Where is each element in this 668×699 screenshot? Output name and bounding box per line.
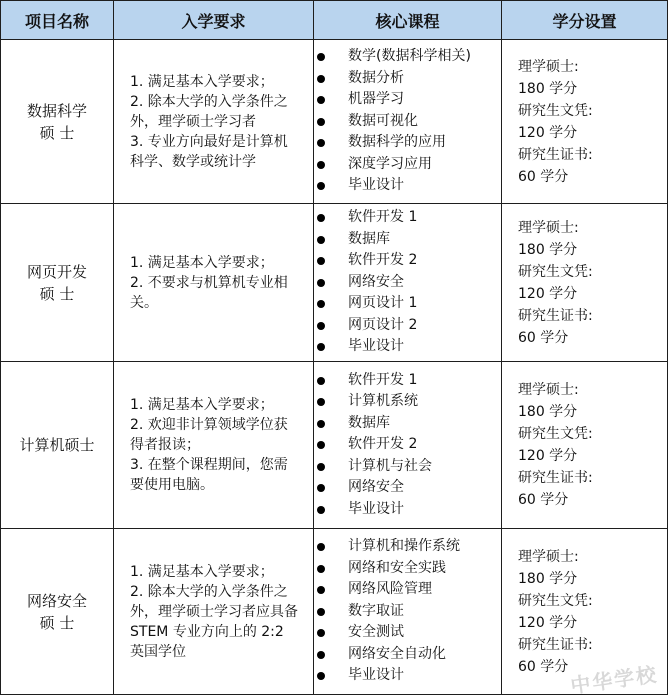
course-list: [314, 207, 495, 358]
header-program-name: 项目名称: [1, 1, 114, 40]
course-item: 数据分析: [314, 68, 495, 90]
header-credits: 学分设置: [502, 1, 668, 40]
requirement-item: 2. 欢迎非计算领域学位获得者报读；: [130, 415, 301, 455]
course-item: 网络安全: [314, 477, 495, 499]
header-requirements: 入学要求: [114, 1, 314, 40]
credit-line: 研究生文凭:: [518, 590, 657, 612]
credit-line: 180 学分: [518, 239, 657, 261]
courses-cell: [314, 204, 502, 362]
credit-line: 研究生证书:: [518, 144, 657, 166]
requirements-cell: [114, 362, 314, 529]
requirement-item: 2. 不要求与机算机专业相关。: [130, 273, 301, 313]
requirement-item: 1. 满足基本入学要求；: [130, 253, 301, 273]
header-row: [1, 1, 668, 40]
credit-line: 120 学分: [518, 283, 657, 305]
course-item: 毕业设计: [314, 499, 495, 521]
course-item: 数据库: [314, 229, 495, 251]
course-item: 网络风险管理: [314, 579, 495, 601]
table-row: [1, 204, 668, 362]
course-item: 计算机和操作系统: [314, 536, 495, 558]
course-item: 深度学习应用: [314, 154, 495, 176]
requirement-item: 1. 满足基本入学要求；: [130, 72, 301, 92]
requirement-item: 1. 满足基本入学要求；: [130, 395, 301, 415]
course-list: [314, 46, 495, 197]
credits-cell: [502, 204, 668, 362]
credit-line: 60 学分: [518, 166, 657, 188]
courses-cell: [314, 529, 502, 695]
credit-line: 理学硕士:: [518, 546, 657, 568]
watermark: 中华学校: [568, 658, 659, 699]
credit-line: 180 学分: [518, 568, 657, 590]
credit-line: 180 学分: [518, 78, 657, 100]
course-item: 网页设计 2: [314, 315, 495, 337]
credit-line: 60 学分: [518, 656, 657, 678]
requirement-item: 2. 除本大学的入学条件之外，理学硕士学习者应具备 STEM 专业方向上的 2:2 英国学位: [130, 582, 301, 662]
credit-line: 理学硕士:: [518, 379, 657, 401]
course-item: 网页设计 1: [314, 293, 495, 315]
course-item: 数据库: [314, 413, 495, 435]
credit-line: 60 学分: [518, 327, 657, 349]
course-item: 软件开发 2: [314, 250, 495, 272]
credit-line: 研究生证书:: [518, 305, 657, 327]
course-item: 软件开发 1: [314, 370, 495, 392]
course-item: 网络和安全实践: [314, 558, 495, 580]
course-item: 网络安全: [314, 272, 495, 294]
table-row: [1, 362, 668, 529]
course-item: 机器学习: [314, 89, 495, 111]
course-item: 安全测试: [314, 622, 495, 644]
course-item: 数据可视化: [314, 111, 495, 133]
course-item: 软件开发 1: [314, 207, 495, 229]
program-name: 数据科学 硕 士: [1, 40, 114, 204]
credit-line: 研究生证书:: [518, 634, 657, 656]
requirement-item: 3. 在整个课程期间，您需要使用电脑。: [130, 455, 301, 495]
program-name: 网络安全 硕 士: [1, 529, 114, 695]
requirement-item: 1. 满足基本入学要求；: [130, 562, 301, 582]
credit-line: 研究生文凭:: [518, 261, 657, 283]
course-list: [314, 370, 495, 521]
credit-line: 研究生文凭:: [518, 423, 657, 445]
credit-line: 研究生文凭:: [518, 100, 657, 122]
course-item: 网络安全自动化: [314, 644, 495, 666]
requirements-cell: [114, 40, 314, 204]
course-item: 数字取证: [314, 601, 495, 623]
credit-line: 理学硕士:: [518, 56, 657, 78]
header-courses: 核心课程: [314, 1, 502, 40]
program-name: 计算机硕士: [1, 362, 114, 529]
course-item: 毕业设计: [314, 665, 495, 687]
course-item: 计算机系统: [314, 391, 495, 413]
course-item: 计算机与社会: [314, 456, 495, 478]
course-item: 毕业设计: [314, 175, 495, 197]
course-item: 毕业设计: [314, 336, 495, 358]
program-name: 网页开发 硕 士: [1, 204, 114, 362]
courses-cell: [314, 362, 502, 529]
course-item: 软件开发 2: [314, 434, 495, 456]
credit-line: 180 学分: [518, 401, 657, 423]
credits-cell: [502, 362, 668, 529]
course-item: 数学(数据科学相关): [314, 46, 495, 68]
requirements-cell: [114, 529, 314, 695]
requirement-item: 3. 专业方向最好是计算机科学、数学或统计学: [130, 132, 301, 172]
courses-cell: [314, 40, 502, 204]
credit-line: 研究生证书:: [518, 467, 657, 489]
requirements-cell: [114, 204, 314, 362]
credit-line: 120 学分: [518, 612, 657, 634]
table-row: [1, 40, 668, 204]
credit-line: 60 学分: [518, 489, 657, 511]
credit-line: 120 学分: [518, 445, 657, 467]
requirement-item: 2. 除本大学的入学条件之外，理学硕士学习者: [130, 92, 301, 132]
credits-cell: [502, 40, 668, 204]
credit-line: 理学硕士:: [518, 217, 657, 239]
credit-line: 120 学分: [518, 122, 657, 144]
course-item: 数据科学的应用: [314, 132, 495, 154]
course-list: [314, 536, 495, 687]
